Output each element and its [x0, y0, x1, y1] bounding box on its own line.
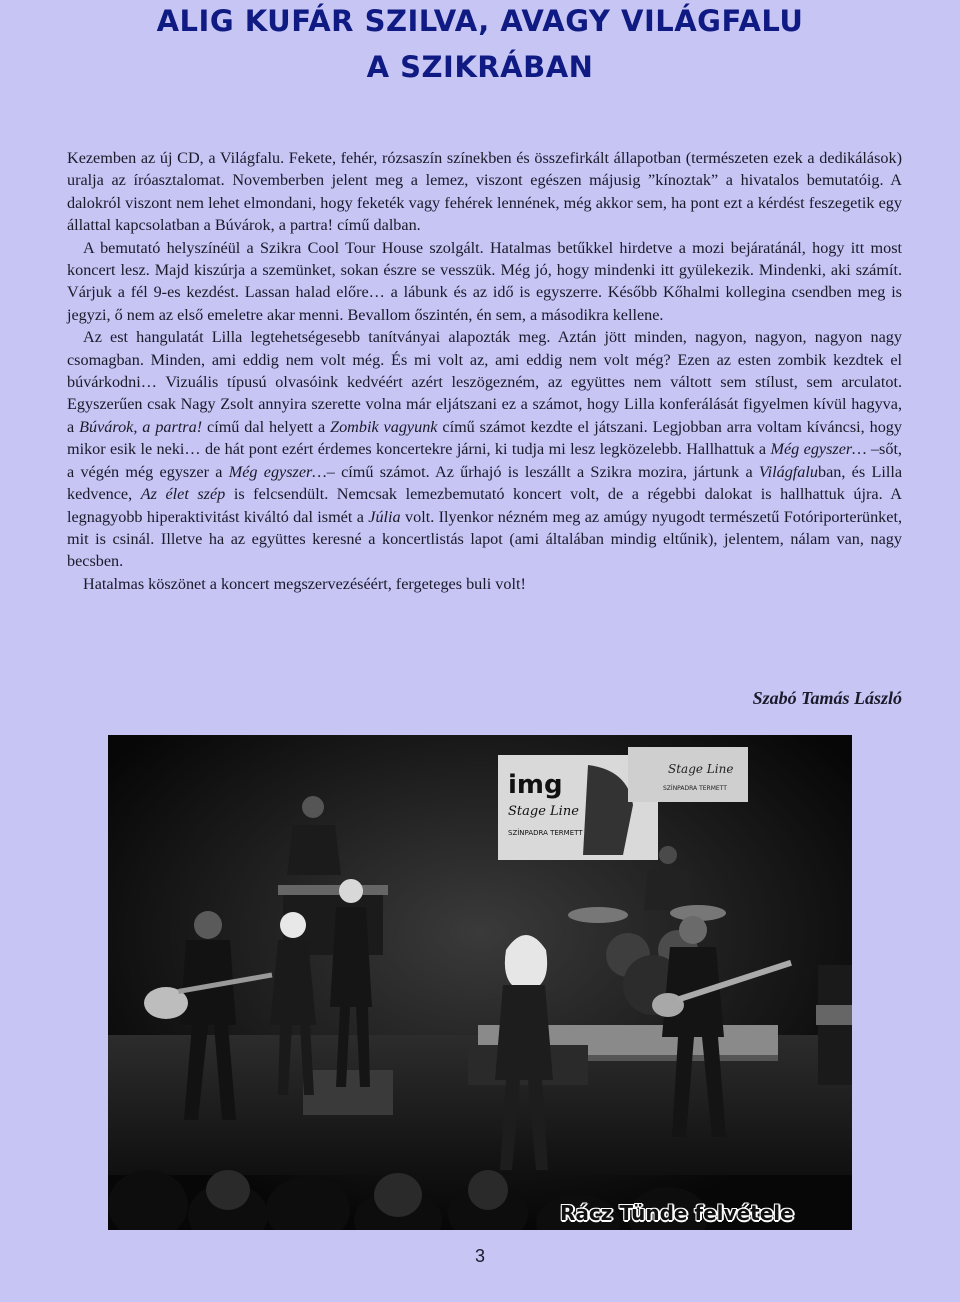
banner-left-logo: img [508, 770, 563, 800]
song-title: Júlia [368, 507, 401, 526]
text-segment: Az est hangulatát Lilla legtehetségesebb tanítványai alapozták meg. Aztán jött minden, nagyon, nagyon, nagyon nagy csomagban. Minden, ami eddig nem volt még. És mi volt az, ami eddig nem volt még? Ezen az esten zombik kezdtek el búvárkodni… Vizuális típusú olvasóink kedvéért azért leszögezném, az együttes nem váltott sem stílust, sem arculatot. Egyszerűen csak Nagy Zsolt annyira szerette volna már eljátszani ez a számot, hogy Lilla konferálását figyelmen kívül hagyva, a [67, 328, 902, 436]
photo-caption: Rácz Tünde felvétele [560, 1201, 794, 1225]
banner-left-sub: Stage Line [508, 804, 579, 819]
banner-left-bottom: SZÍNPADRA TERMETT [508, 829, 583, 837]
text-segment: című számot kezdte el játszani. Legjobban arra voltam kíváncsi, hogy mikor esik le neki… de hát pont ezért érdemes koncertekre járni, ki tudja mi lesz legközelebb. Hallhattuk a [67, 417, 902, 459]
text-segment: című dal helyett a [202, 417, 331, 436]
paragraph-4: Hatalmas köszönet a koncert megszervezéséért, fergeteges buli volt! [83, 574, 526, 593]
paragraph-2: A bemutató helyszínéül a Szikra Cool Tour House szolgált. Hatalmas betűkkel hirdetve a mozi bejáratánál, hogy itt most koncert lesz. Majd kiszúrja a szemünket, sokan észre se vesszük. Még jó, hogy mindenki itt gyülekezik. Mindenki, aki számít. Várjuk a fél 9-es kezdést. Lassan halad előre… a lábunk és az idő is egyszerre. Később Kőhalmi kollegina csendben meg is jegyzi, ő nem az első emeletre akar menni. Bevallom őszintén, én sem, a másodikra kellene. [67, 238, 902, 324]
concert-photo-drawing [108, 735, 852, 1230]
song-title: Világfalu [758, 462, 818, 481]
concert-photo [108, 735, 852, 1230]
text-segment: volt. Ilyenkor nézném meg az amúgy nyugodt természetű Fotóriporterünket, mit is csinál. Illetve ha az együttes keresné a koncertlistás lapot (ami általában mindig eltűnik), jelentem, nálam van, nagy becsben. [67, 507, 902, 571]
song-title: Az élet szép [140, 485, 226, 504]
text-segment: ban, és Lilla kedvence, [67, 462, 903, 504]
song-title: Még egyszer… [770, 440, 867, 459]
article-body [67, 147, 902, 595]
text-segment: is felcsendült. Nemcsak lemezbemutató koncert volt, de a régebbi dalokat is hallhattuk újra. A legnagyobb hiperaktivitást kiváltó dal ismét a [67, 485, 902, 526]
banner-right-title: Stage Line [668, 762, 734, 776]
paragraph-1: Kezemben az új CD, a Világfalu. Fekete, fehér, rózsaszín színekben és összefirkált állapotban (természeten ezek a dedikálások) uralja az íróasztalomat. Novemberben jelent meg a lemez, viszont egészen májusig ”kínoztak” a hivatalos bemutatóig. A dalokról viszont nem lehet elmondani, hogy feketék vagy fehérek lennének, még akkor sem, ha pont ezt a kérdést feszegetik egy állattal kapcsolatban a Búvárok, a partra! című dalban. [67, 149, 902, 235]
paragraph-3 [67, 326, 902, 572]
banner-right [628, 747, 748, 802]
song-title: Búvárok, a partra! [79, 417, 203, 436]
article-title-line2: A SZIKRÁBAN [366, 50, 594, 84]
song-title: Még egyszer… [228, 462, 327, 481]
author-signature: Szabó Tamás László [752, 688, 902, 708]
song-title: Zombik vagyunk [330, 417, 438, 436]
banner-right-bottom: SZÍNPADRA TERMETT [663, 785, 727, 792]
text-segment: –sőt, a végén még egyszer a [67, 440, 902, 481]
text-segment: – című számot. Az űrhajó is leszállt a Szikra mozira, jártunk a [326, 462, 759, 481]
article-title-line1: ALIG KUFÁR SZILVA, AVAGY VILÁGFALU [156, 4, 804, 38]
page-number: 3 [474, 1246, 485, 1266]
